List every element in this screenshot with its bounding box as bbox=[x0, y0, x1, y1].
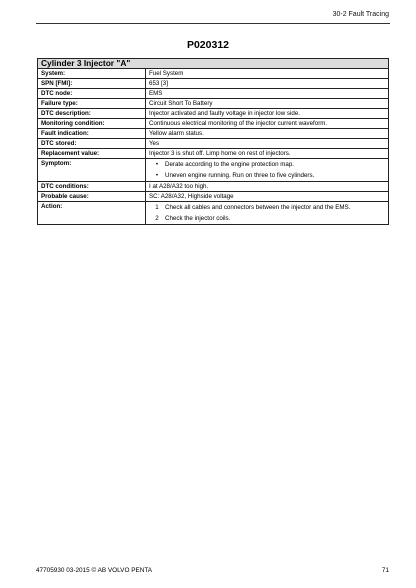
action-step-marker: 1 bbox=[155, 204, 159, 211]
row-value: Continuous electrical monitoring of the injector current waveform. bbox=[146, 119, 389, 129]
table-row bbox=[38, 129, 389, 139]
row-label: DTC node: bbox=[38, 89, 146, 99]
fault-table bbox=[37, 58, 389, 225]
row-label: Probable cause: bbox=[38, 192, 146, 202]
row-label: DTC conditions: bbox=[38, 182, 146, 192]
row-value: 653 [3] bbox=[146, 79, 389, 89]
row-value: Yellow alarm status. bbox=[146, 129, 389, 139]
symptom-item-text: Uneven engine running. Run on three to five cylinders. bbox=[165, 172, 315, 179]
row-label: DTC stored: bbox=[38, 139, 146, 149]
table-row bbox=[38, 89, 389, 99]
action-step-text: Check all cables and connectors between the injector and the EMS. bbox=[165, 204, 351, 211]
row-label: Fault indication: bbox=[38, 129, 146, 139]
table-row bbox=[38, 139, 389, 149]
row-label: System: bbox=[38, 69, 146, 79]
page-number: 71 bbox=[381, 567, 389, 574]
symptom-item-text: Derate according to the engine protection map. bbox=[165, 161, 294, 168]
symptom-item-marker: • bbox=[155, 172, 159, 179]
row-value: I at A28/A32 too high. bbox=[146, 182, 389, 192]
row-label: Failure type: bbox=[38, 99, 146, 109]
row-value bbox=[146, 159, 389, 182]
row-value bbox=[146, 202, 389, 225]
symptom-item-marker: • bbox=[155, 161, 159, 168]
table-row bbox=[38, 149, 389, 159]
table-row bbox=[38, 109, 389, 119]
table-heading: Cylinder 3 Injector "A" bbox=[38, 59, 389, 69]
row-value: Fuel System bbox=[146, 69, 389, 79]
row-label: Action: bbox=[38, 202, 146, 225]
table-heading-row bbox=[38, 59, 389, 69]
symptom-row bbox=[38, 159, 389, 182]
dtc-conditions-row bbox=[38, 182, 389, 192]
header-section-label: 30-2 Fault Tracing bbox=[332, 11, 389, 18]
action-step bbox=[149, 202, 385, 213]
header-rule bbox=[36, 23, 390, 24]
row-label: DTC description: bbox=[38, 109, 146, 119]
symptom-item bbox=[149, 170, 385, 181]
table-row bbox=[38, 119, 389, 129]
table-row bbox=[38, 79, 389, 89]
action-step bbox=[149, 213, 385, 224]
action-row bbox=[38, 202, 389, 225]
row-label: Monitoring condition: bbox=[38, 119, 146, 129]
probable-cause-row bbox=[38, 192, 389, 202]
row-value: Injector 3 is shut off. Limp home on rest of injectors. bbox=[146, 149, 389, 159]
row-value: EMS bbox=[146, 89, 389, 99]
table-row bbox=[38, 69, 389, 79]
row-value: Injector activated and faulty voltage in injector low side. bbox=[146, 109, 389, 119]
row-label: Symptom: bbox=[38, 159, 146, 182]
row-value: Circuit Short To Battery bbox=[146, 99, 389, 109]
row-label: SPN [FMI]: bbox=[38, 79, 146, 89]
symptom-item bbox=[149, 159, 385, 170]
row-value: Yes bbox=[146, 139, 389, 149]
footer-doc-info: 47705930 03-2015 © AB VOLVO PENTA bbox=[36, 567, 153, 574]
action-step-text: Check the injector coils. bbox=[165, 215, 231, 222]
table-row bbox=[38, 99, 389, 109]
action-step-marker: 2 bbox=[155, 215, 159, 222]
row-value: SC: A28/A32, Highside voltage bbox=[146, 192, 389, 202]
row-label: Replacement value: bbox=[38, 149, 146, 159]
page-title: P020312 bbox=[186, 39, 230, 51]
